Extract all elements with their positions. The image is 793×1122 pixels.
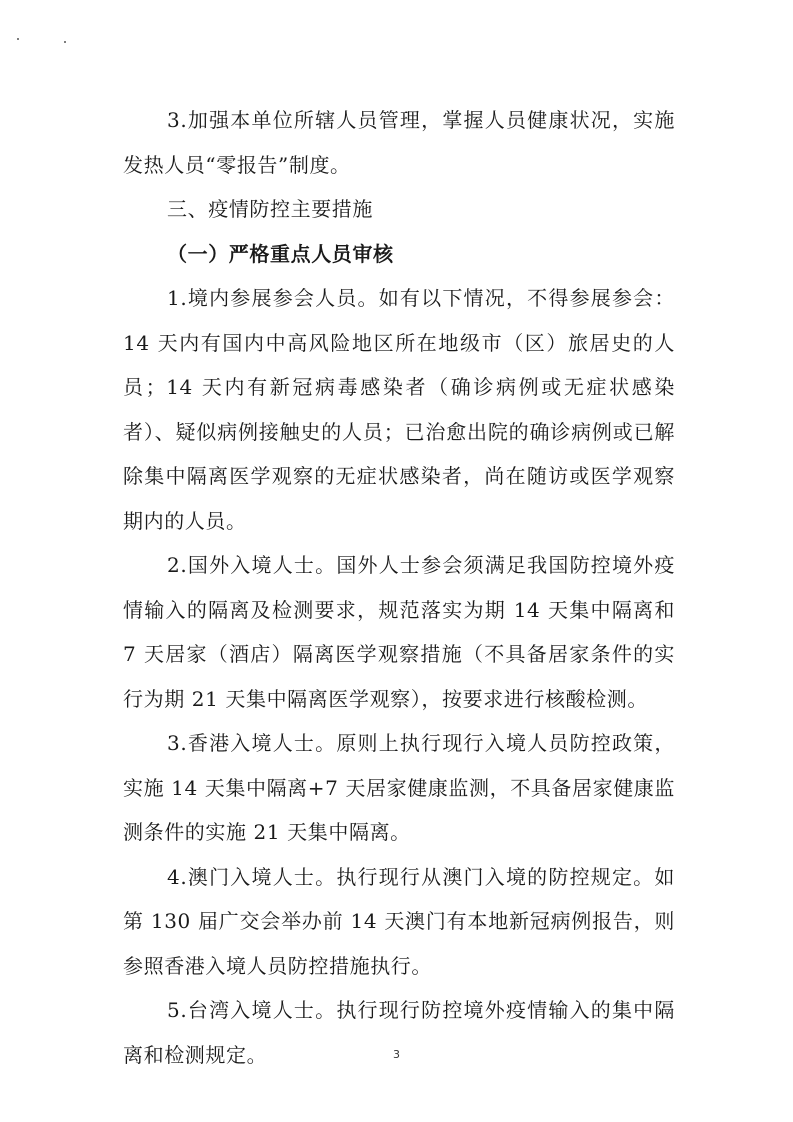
page-number: 3	[393, 1048, 400, 1061]
para-item-2-foreign: 2.国外入境人士。国外人士参会须满足我国防控境外疫情输入的隔离及检测要求，规范落实为期 14 天集中隔离和 7 天居家（酒店）隔离医学观察措施（不具备居家条件的实行为期 21 天集中隔离医学观察），按要求进行核酸检测。	[123, 553, 675, 711]
para-item-3-hongkong: 3.香港入境人士。原则上执行现行入境人员防控政策，实施 14 天集中隔离+7 天居家健康监测，不具备居家健康监测条件的实施 21 天集中隔离。	[123, 731, 676, 844]
para-item-3-staff-management: 3.加强本单位所辖人员管理，掌握人员健康状况，实施发热人员“零报告”制度。	[123, 108, 675, 177]
para-item-4-macau: 4.澳门入境人士。执行现行从澳门入境的防控规定。如第 130 届广交会举办前 14 天澳门有本地新冠病例报告，则参照香港入境人员防控措施执行。	[123, 864, 675, 978]
body-text	[123, 98, 675, 1077]
subsection-heading-1: （一）严格重点人员审核	[167, 241, 394, 266]
section-heading-3: 三、疫情防控主要措施	[167, 197, 373, 221]
para-item-1-domestic: 1.境内参展参会人员。如有以下情况，不得参展参会：14 天内有国内中高风险地区所在地级市（区）旅居史的人员；14 天内有新冠病毒感染者（确诊病例或无症状感染者）、疑似病例接触史的人员；已治愈出院的确诊病例或已解除集中隔离医学观察的无症状感染者，尚在随访或医学观察期内的人员。	[123, 286, 675, 533]
scan-artifact-dot	[64, 41, 66, 43]
para-item-5-taiwan: 5.台湾入境人士。执行现行防控境外疫情输入的集中隔离和检测规定。	[123, 998, 675, 1067]
scan-artifact-dot	[17, 38, 19, 40]
